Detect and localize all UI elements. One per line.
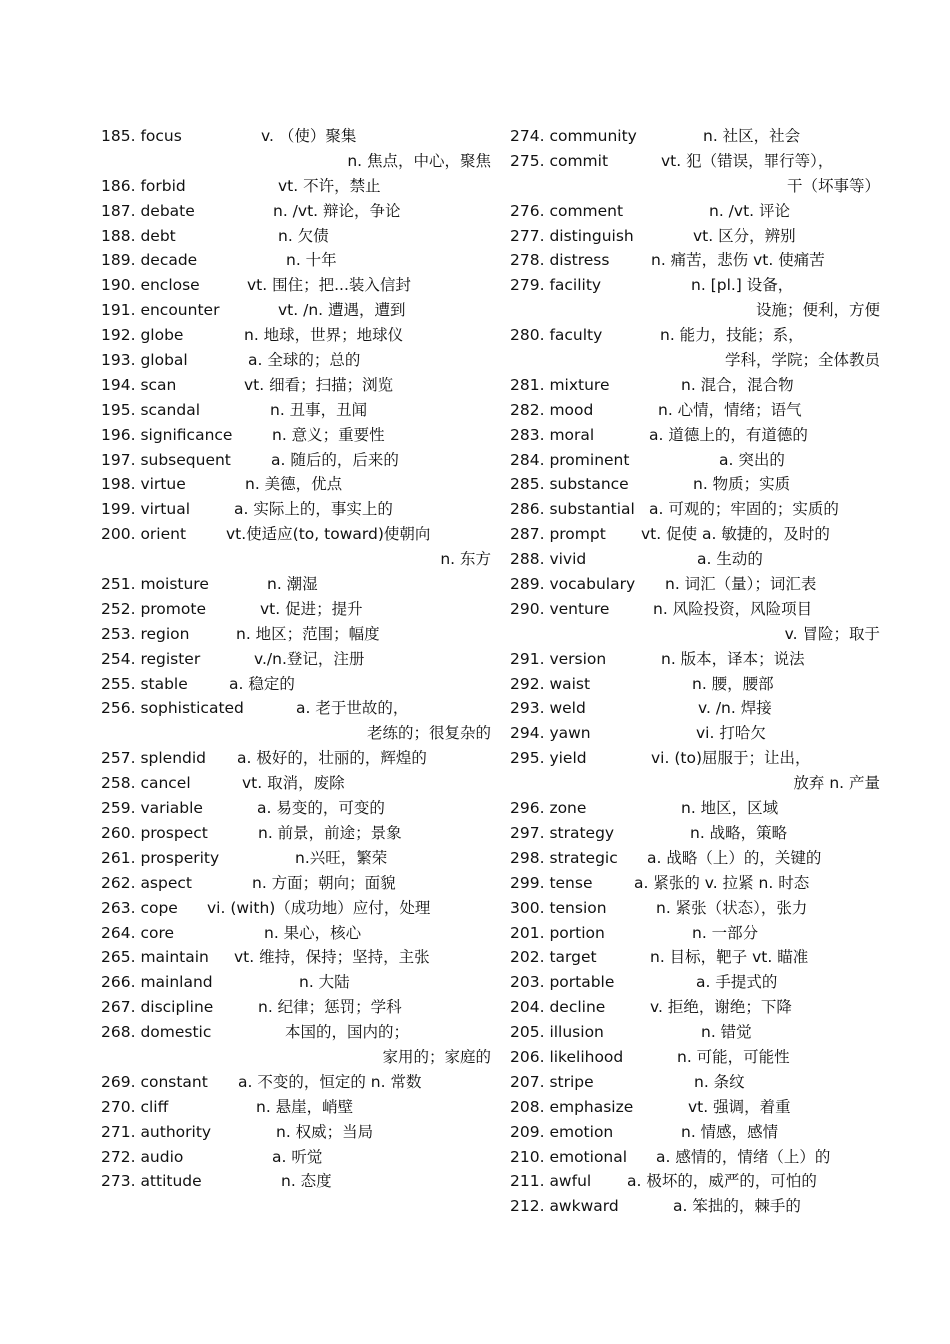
vocab-definition: a. 随后的，后来的 xyxy=(271,450,399,469)
vocab-definition: 干（坏事等） xyxy=(786,176,880,195)
vocab-entry xyxy=(101,1020,491,1045)
vocab-word: 198. virtue xyxy=(101,475,186,494)
vocab-definition: a. 手提式的 xyxy=(696,973,778,992)
vocab-word: 267. discipline xyxy=(101,998,214,1017)
vocab-word: 200. orient xyxy=(101,525,187,544)
vocab-entry xyxy=(510,871,880,896)
vocab-entry xyxy=(101,1070,491,1095)
vocab-definition: n. /vt. 评论 xyxy=(709,201,791,220)
vocab-entry xyxy=(510,1070,880,1095)
vocab-word: 202. target xyxy=(510,948,597,967)
vocab-entry xyxy=(510,572,880,597)
vocab-definition: 设施；便利，方便 xyxy=(755,301,880,320)
vocab-definition: n. 十年 xyxy=(286,251,337,270)
vocab-word: 282. mood xyxy=(510,400,594,419)
vocab-definition: n. 纪律；惩罚；学科 xyxy=(258,998,402,1017)
vocab-entry xyxy=(510,1045,880,1070)
vocab-entry xyxy=(101,348,491,373)
vocab-word: 212. awkward xyxy=(510,1197,619,1216)
vocab-definition: n. 词汇（量）；词汇表 xyxy=(665,575,817,594)
vocab-word: 205. illusion xyxy=(510,1023,604,1042)
vocab-entry xyxy=(101,771,491,796)
vocab-entry xyxy=(101,796,491,821)
vocab-word: 187. debate xyxy=(101,201,195,220)
vocab-word: 252. promote xyxy=(101,599,206,618)
vocab-definition: n. 潮湿 xyxy=(267,575,318,594)
vocab-entry xyxy=(101,298,491,323)
vocab-definition: a. 可观的；牢固的；实质的 xyxy=(649,500,839,519)
vocab-word: 256. sophisticated xyxy=(101,699,244,718)
vocab-definition: vt. 细看；扫描；浏览 xyxy=(244,375,394,394)
vocab-entry xyxy=(510,373,880,398)
vocab-entry xyxy=(510,746,880,771)
vocab-word: 297. strategy xyxy=(510,823,615,842)
vocab-definition: vt. 维持，保持；坚持，主张 xyxy=(234,948,430,967)
vocab-word: 286. substantial xyxy=(510,500,635,519)
vocab-word: 269. constant xyxy=(101,1072,208,1091)
vocab-word: 253. region xyxy=(101,624,190,643)
vocab-word: 195. scandal xyxy=(101,400,201,419)
vocab-definition: 学科，学院；全体教员 xyxy=(724,351,880,370)
vocab-definition: n. 版本，译本；说法 xyxy=(661,649,805,668)
vocab-entry xyxy=(101,124,491,149)
vocab-definition: n. 目标，靶子 vt. 瞄准 xyxy=(650,948,809,967)
vocab-entry xyxy=(510,1120,880,1145)
vocab-entry xyxy=(101,871,491,896)
vocab-word: 300. tension xyxy=(510,898,607,917)
vocab-definition: n. 能力，技能；系， xyxy=(660,326,804,345)
vocab-entry xyxy=(101,224,491,249)
vocab-definition: vt. 取消，废除 xyxy=(242,774,345,793)
vocab-definition: vt. 促进；提升 xyxy=(260,599,363,618)
vocab-definition: vi. 打哈欠 xyxy=(696,724,766,743)
vocab-word: 265. maintain xyxy=(101,948,209,967)
vocab-definition: vt.使适应(to, toward)使朝向 xyxy=(226,525,431,544)
vocab-definition: n. 美德，优点 xyxy=(245,475,343,494)
vocab-word: 285. substance xyxy=(510,475,629,494)
vocab-entry xyxy=(510,522,880,547)
vocab-definition: a. 稳定的 xyxy=(229,674,295,693)
vocab-word: 294. yawn xyxy=(510,724,591,743)
vocab-entry xyxy=(510,796,880,821)
vocab-definition: 本国的，国内的； xyxy=(285,1023,410,1042)
vocab-definition: n. 前景，前途；景象 xyxy=(258,823,402,842)
vocab-definition: n. 物质；实质 xyxy=(693,475,791,494)
vocab-definition: n. 悬崖，峭壁 xyxy=(256,1097,354,1116)
vocab-entry xyxy=(101,323,491,348)
vocab-entry xyxy=(101,696,491,721)
vocab-word: 272. audio xyxy=(101,1147,184,1166)
vocab-definition: n. 一部分 xyxy=(692,923,759,942)
vocab-entry xyxy=(510,945,880,970)
vocab-entry xyxy=(101,896,491,921)
vocab-word: 208. emphasize xyxy=(510,1097,634,1116)
vocab-word: 264. core xyxy=(101,923,175,942)
vocab-definition: n. /vt. 辩论，争论 xyxy=(273,201,401,220)
vocab-word: 280. faculty xyxy=(510,326,603,345)
vocab-definition: n. 态度 xyxy=(281,1172,332,1191)
vocab-entry xyxy=(510,298,880,323)
vocab-entry xyxy=(510,995,880,1020)
vocab-word: 194. scan xyxy=(101,375,177,394)
vocab-entry xyxy=(101,448,491,473)
vocab-entry xyxy=(101,1095,491,1120)
vocab-word: 259. variable xyxy=(101,799,203,818)
vocab-entry xyxy=(510,622,880,647)
left-column xyxy=(101,124,491,1194)
vocab-word: 271. authority xyxy=(101,1122,212,1141)
vocab-definition: vt. 强调，着重 xyxy=(688,1097,791,1116)
vocab-definition: n. 错觉 xyxy=(701,1023,752,1042)
vocab-word: 192. globe xyxy=(101,326,184,345)
vocab-entry xyxy=(510,696,880,721)
vocab-definition: a. 老于世故的， xyxy=(296,699,409,718)
vocab-entry xyxy=(101,547,491,572)
vocab-entry xyxy=(101,497,491,522)
vocab-entry xyxy=(101,746,491,771)
vocab-definition: vi. (with)（成功地）应付，处理 xyxy=(207,898,431,917)
vocab-definition: n. 情感，感情 xyxy=(681,1122,779,1141)
vocab-entry xyxy=(101,199,491,224)
vocab-definition: vt. 促使 a. 敏捷的，及时的 xyxy=(641,525,830,544)
vocab-definition: a. 感情的，情绪（上）的 xyxy=(656,1147,831,1166)
vocab-entry xyxy=(510,921,880,946)
vocab-word: 289. vocabulary xyxy=(510,575,636,594)
vocab-entry xyxy=(101,1169,491,1194)
vocab-definition: n. 条纹 xyxy=(694,1072,745,1091)
vocab-definition: a. 生动的 xyxy=(697,550,763,569)
vocab-word: 197. subsequent xyxy=(101,450,231,469)
vocab-definition: vt. 区分，辨别 xyxy=(693,226,796,245)
vocab-entry xyxy=(510,448,880,473)
vocab-definition: n. 紧张（状态），张力 xyxy=(656,898,808,917)
vocab-entry xyxy=(101,721,491,746)
vocab-entry xyxy=(510,423,880,448)
vocab-definition: n. 可能，可能性 xyxy=(677,1047,790,1066)
vocab-definition: a. 极好的，壮丽的，辉煌的 xyxy=(237,749,427,768)
vocab-definition: v. /n. 焊接 xyxy=(698,699,772,718)
vocab-definition: a. 不变的，恒定的 n. 常数 xyxy=(238,1072,422,1091)
vocab-entry xyxy=(101,1145,491,1170)
vocab-word: 260. prospect xyxy=(101,823,208,842)
vocab-entry xyxy=(510,224,880,249)
vocab-word: 262. aspect xyxy=(101,873,192,892)
vocab-word: 206. likelihood xyxy=(510,1047,624,1066)
vocab-definition: n. 腰，腰部 xyxy=(692,674,774,693)
vocab-entry xyxy=(510,273,880,298)
vocab-definition: n. 痛苦，悲伤 vt. 使痛苦 xyxy=(651,251,825,270)
vocab-entry xyxy=(510,896,880,921)
vocab-entry xyxy=(510,547,880,572)
vocab-entry xyxy=(510,970,880,995)
vocab-entry xyxy=(101,647,491,672)
vocab-entry xyxy=(101,945,491,970)
vocab-entry xyxy=(510,821,880,846)
vocab-definition: n. 社区，社会 xyxy=(703,127,801,145)
vocab-word: 254. register xyxy=(101,649,201,668)
vocab-definition: a. 全球的；总的 xyxy=(248,351,361,370)
vocab-entry xyxy=(510,647,880,672)
vocab-entry xyxy=(510,771,880,796)
vocab-entry xyxy=(510,398,880,423)
vocab-entry xyxy=(510,1095,880,1120)
vocab-definition: n. 欠债 xyxy=(278,226,329,245)
vocab-word: 201. portion xyxy=(510,923,605,942)
vocab-entry xyxy=(101,248,491,273)
vocab-definition: a. 突出的 xyxy=(719,450,785,469)
vocab-entry xyxy=(510,248,880,273)
vocab-word: 203. portable xyxy=(510,973,615,992)
vocab-word: 193. global xyxy=(101,351,188,370)
vocab-word: 261. prosperity xyxy=(101,848,220,867)
vocab-definition: v. （使）聚集 xyxy=(261,127,357,145)
vocab-entry xyxy=(510,323,880,348)
vocab-definition: a. 笨拙的，棘手的 xyxy=(673,1197,801,1216)
vocab-definition: a. 易变的，可变的 xyxy=(257,799,385,818)
vocab-word: 209. emotion xyxy=(510,1122,614,1141)
vocab-entry xyxy=(510,199,880,224)
vocab-entry xyxy=(101,273,491,298)
vocab-entry xyxy=(510,846,880,871)
vocab-word: 270. cliff xyxy=(101,1097,169,1116)
vocab-word: 211. awful xyxy=(510,1172,592,1191)
vocab-entry xyxy=(101,472,491,497)
vocab-definition: vi. (to)屈服于；让出， xyxy=(651,749,811,768)
vocab-word: 255. stable xyxy=(101,674,188,693)
vocab-word: 273. attitude xyxy=(101,1172,202,1191)
vocab-entry xyxy=(101,970,491,995)
vocab-definition: v./n.登记，注册 xyxy=(254,649,365,668)
vocab-word: 274. community xyxy=(510,127,637,145)
vocab-entry xyxy=(510,174,880,199)
vocab-entry xyxy=(101,398,491,423)
vocab-definition: 老练的；很复杂的 xyxy=(366,724,491,743)
vocab-word: 275. commit xyxy=(510,151,609,170)
vocab-entry xyxy=(510,348,880,373)
vocab-word: 296. zone xyxy=(510,799,587,818)
vocab-word: 204. decline xyxy=(510,998,606,1017)
vocab-definition: n.兴旺，繁荣 xyxy=(295,848,388,867)
vocab-definition: n. 方面；朝向；面貌 xyxy=(252,873,396,892)
vocab-definition: a. 极坏的，威严的，可怕的 xyxy=(627,1172,817,1191)
vocab-entry xyxy=(101,622,491,647)
vocab-entry xyxy=(510,497,880,522)
vocab-word: 266. mainland xyxy=(101,973,213,992)
vocab-word: 299. tense xyxy=(510,873,593,892)
vocab-entry xyxy=(101,373,491,398)
vocab-entry xyxy=(510,1194,880,1219)
vocab-entry xyxy=(101,1120,491,1145)
vocab-entry xyxy=(510,1020,880,1045)
vocab-word: 288. vivid xyxy=(510,550,587,569)
vocab-definition: vt. /n. 遭遇，遭到 xyxy=(278,301,406,320)
vocab-definition: n. 战略，策略 xyxy=(690,823,788,842)
vocab-entry xyxy=(101,1045,491,1070)
vocab-entry xyxy=(510,672,880,697)
vocab-entry xyxy=(510,149,880,174)
vocab-definition: v. 拒绝，谢绝；下降 xyxy=(650,998,792,1017)
vocab-word: 287. prompt xyxy=(510,525,606,544)
vocab-entry xyxy=(101,821,491,846)
vocab-definition: a. 道德上的，有道德的 xyxy=(649,425,808,444)
vocab-definition: n. 权威；当局 xyxy=(276,1122,374,1141)
vocab-word: 185. focus xyxy=(101,127,182,145)
vocab-word: 295. yield xyxy=(510,749,587,768)
vocab-word: 199. virtual xyxy=(101,500,190,519)
vocab-word: 190. enclose xyxy=(101,276,200,295)
vocab-definition: n. 地区，区域 xyxy=(681,799,779,818)
vocab-definition: n. 丑事，丑闻 xyxy=(270,400,368,419)
vocab-definition: n. 果心，核心 xyxy=(264,923,362,942)
vocab-word: 293. weld xyxy=(510,699,586,718)
vocab-word: 283. moral xyxy=(510,425,595,444)
vocab-definition: a. 紧张的 v. 拉紧 n. 时态 xyxy=(634,873,810,892)
vocab-definition: n. 意义；重要性 xyxy=(272,425,385,444)
vocab-word: 196. significance xyxy=(101,425,233,444)
vocab-entry xyxy=(101,522,491,547)
vocab-entry xyxy=(101,572,491,597)
vocab-definition: n. 焦点，中心，聚焦 xyxy=(347,151,491,170)
vocab-definition: a. 实际上的，事实上的 xyxy=(234,500,393,519)
vocab-definition: vt. 犯（错误，罪行等）， xyxy=(661,151,834,170)
vocab-entry xyxy=(510,1145,880,1170)
vocab-definition: 家用的；家庭的 xyxy=(382,1047,491,1066)
vocab-definition: n. [pl.] 设备， xyxy=(691,276,794,295)
vocab-word: 292. waist xyxy=(510,674,591,693)
vocab-entry xyxy=(101,149,491,174)
vocab-word: 278. distress xyxy=(510,251,610,270)
vocab-word: 276. comment xyxy=(510,201,624,220)
vocab-entry xyxy=(510,124,880,149)
vocab-definition: vt. 不许，禁止 xyxy=(278,176,381,195)
vocab-entry xyxy=(510,597,880,622)
vocab-word: 284. prominent xyxy=(510,450,630,469)
vocab-definition: 放弃 n. 产量 xyxy=(793,774,880,793)
right-column xyxy=(510,124,880,1219)
vocab-definition: n. 心情，情绪；语气 xyxy=(658,400,802,419)
vocab-word: 210. emotional xyxy=(510,1147,628,1166)
vocab-definition: vt. 围住；把...装入信封 xyxy=(247,276,411,295)
vocab-entry xyxy=(101,597,491,622)
vocab-entry xyxy=(101,174,491,199)
vocab-definition: n. 地区；范围；幅度 xyxy=(236,624,380,643)
vocab-definition: a. 战略（上）的，关键的 xyxy=(647,848,822,867)
vocab-word: 191. encounter xyxy=(101,301,220,320)
vocab-entry xyxy=(510,472,880,497)
vocab-word: 279. facility xyxy=(510,276,602,295)
vocab-entry xyxy=(101,423,491,448)
vocab-word: 188. debt xyxy=(101,226,176,245)
vocab-word: 277. distinguish xyxy=(510,226,634,245)
vocab-word: 298. strategic xyxy=(510,848,618,867)
vocab-word: 268. domestic xyxy=(101,1023,212,1042)
vocab-definition: n. 风险投资，风险项目 xyxy=(653,599,813,618)
vocab-word: 263. cope xyxy=(101,898,178,917)
vocab-definition: n. 东方 xyxy=(440,550,491,569)
vocab-word: 207. stripe xyxy=(510,1072,594,1091)
vocab-definition: n. 大陆 xyxy=(299,973,350,992)
vocab-entry xyxy=(101,995,491,1020)
vocab-definition: n. 地球，世界；地球仪 xyxy=(244,326,404,345)
vocab-entry xyxy=(510,1169,880,1194)
vocab-definition: v. 冒险；取于 xyxy=(784,624,880,643)
vocab-word: 258. cancel xyxy=(101,774,191,793)
vocab-word: 186. forbid xyxy=(101,176,186,195)
vocab-word: 251. moisture xyxy=(101,575,209,594)
vocab-word: 257. splendid xyxy=(101,749,207,768)
vocab-entry xyxy=(101,921,491,946)
vocab-definition: a. 听觉 xyxy=(272,1147,323,1166)
vocab-word: 281. mixture xyxy=(510,375,610,394)
vocab-entry xyxy=(101,846,491,871)
vocab-word: 290. venture xyxy=(510,599,610,618)
vocab-word: 291. version xyxy=(510,649,607,668)
vocab-entry xyxy=(510,721,880,746)
vocab-definition: n. 混合，混合物 xyxy=(681,375,794,394)
vocab-word: 189. decade xyxy=(101,251,198,270)
vocab-entry xyxy=(101,672,491,697)
